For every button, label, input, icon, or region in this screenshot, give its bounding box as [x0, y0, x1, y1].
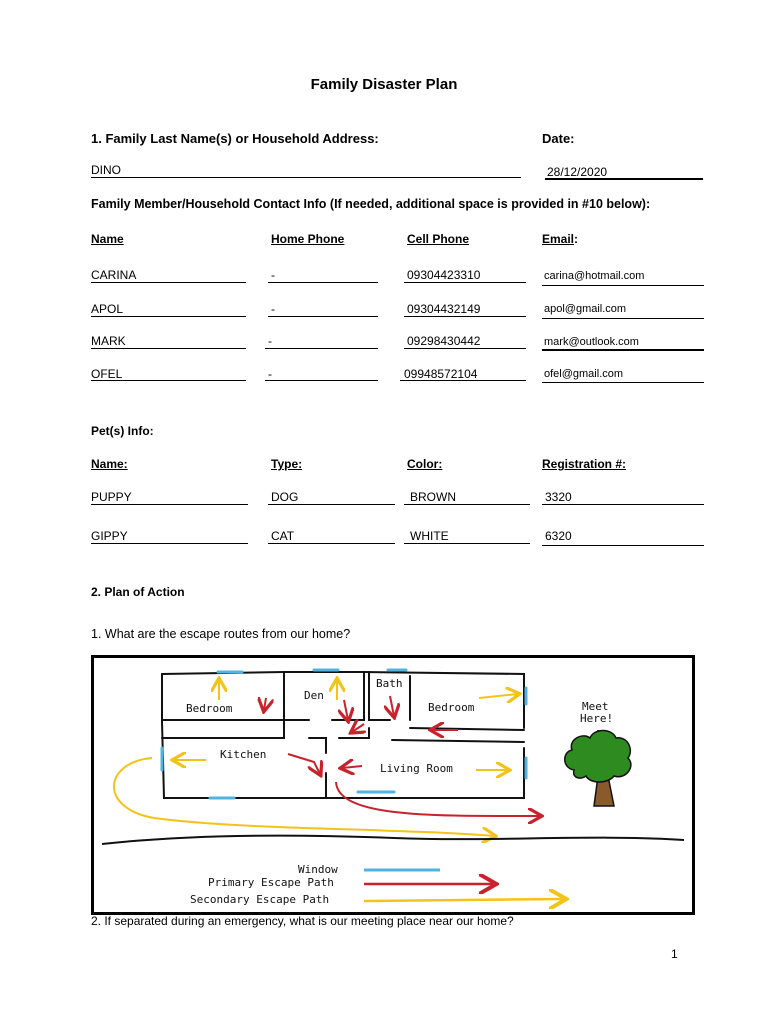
legend-secondary-label: Secondary Escape Path [190, 893, 330, 906]
contact-email[interactable]: mark@outlook.com [544, 336, 639, 348]
header-email-text: Email [542, 232, 575, 246]
room-label-kitchen: Kitchen [220, 748, 267, 761]
page-title: Family Disaster Plan [310, 76, 458, 93]
row-underline [91, 504, 248, 505]
row-underline [91, 348, 246, 349]
pet-color[interactable]: BROWN [410, 490, 456, 504]
floor-plan-svg [94, 658, 692, 912]
meet-here-line2: Here! [580, 712, 614, 725]
header-email-colon: : [574, 232, 579, 246]
row-underline [404, 504, 530, 505]
row-underline [265, 348, 378, 349]
header-name: Name [91, 232, 124, 246]
household-label: 1. Family Last Name(s) or Household Address: [91, 131, 379, 146]
contact-email[interactable]: apol@gmail.com [544, 303, 627, 315]
pet-header-type: Type: [271, 457, 303, 471]
pets-label: Pet(s) Info: [91, 424, 154, 438]
family-name-value[interactable]: DINO [91, 163, 121, 177]
row-underline [268, 316, 378, 317]
row-underline [404, 543, 530, 544]
family-name-underline [91, 177, 521, 178]
legend-secondary-swatch [364, 899, 564, 901]
row-underline [91, 543, 248, 544]
contact-cell[interactable]: 09304423310 [407, 268, 481, 282]
question-meeting-place: 2. If separated during an emergency, what is our meeting place near our home? [91, 914, 514, 928]
row-underline [542, 382, 704, 383]
date-label: Date: [542, 131, 575, 146]
row-underline [268, 504, 395, 505]
ground-line [102, 836, 684, 844]
escape-route-diagram [91, 655, 695, 915]
pet-name[interactable]: PUPPY [91, 490, 132, 504]
pet-header-registration: Registration #: [542, 457, 627, 471]
date-value[interactable]: 28/12/2020 [547, 165, 608, 179]
contact-home[interactable]: - [268, 334, 272, 348]
room-label-bath: Bath [376, 677, 403, 690]
row-underline [542, 318, 704, 319]
pet-type[interactable]: DOG [271, 490, 299, 504]
tree-icon [565, 731, 631, 807]
windows [162, 670, 526, 798]
contact-cell[interactable]: 09298430442 [407, 334, 481, 348]
row-underline [400, 380, 526, 381]
contact-home[interactable]: - [271, 268, 275, 282]
row-underline [542, 504, 704, 505]
pet-registration[interactable]: 6320 [545, 529, 572, 543]
pet-color[interactable]: WHITE [410, 529, 449, 543]
pet-name[interactable]: GIPPY [91, 529, 128, 543]
contact-cell[interactable]: 09948572104 [404, 367, 478, 381]
legend [190, 863, 564, 906]
row-underline [404, 348, 526, 349]
contact-home[interactable]: - [271, 302, 275, 316]
row-underline [91, 282, 246, 283]
plan-of-action-label: 2. Plan of Action [91, 585, 185, 599]
contact-email[interactable]: carina@hotmail.com [544, 270, 645, 282]
row-underline [404, 282, 526, 283]
room-label-living-room: Living Room [380, 762, 453, 775]
room-label-den: Den [304, 689, 324, 702]
row-underline [542, 349, 704, 351]
row-underline [542, 545, 704, 546]
contact-home[interactable]: - [268, 367, 272, 381]
row-underline [91, 316, 246, 317]
row-underline [268, 282, 378, 283]
row-underline [268, 543, 395, 544]
contact-name[interactable]: APOL [91, 302, 124, 316]
pet-registration[interactable]: 3320 [545, 490, 572, 504]
row-underline [404, 316, 526, 317]
contact-info-label: Family Member/Household Contact Info (If needed, additional space is provided in #10 below): [91, 197, 651, 211]
legend-primary-label: Primary Escape Path [208, 876, 334, 889]
date-underline [545, 178, 703, 180]
contact-name[interactable]: MARK [91, 334, 126, 348]
row-underline [265, 380, 378, 381]
contact-email[interactable]: ofel@gmail.com [544, 368, 624, 380]
page-number: 1 [671, 947, 678, 961]
pet-header-name: Name: [91, 457, 128, 471]
row-underline [542, 285, 704, 286]
question-escape-routes: 1. What are the escape routes from our home? [91, 627, 351, 641]
header-email [542, 232, 578, 246]
header-home-phone: Home Phone [271, 232, 345, 246]
pet-type[interactable]: CAT [271, 529, 295, 543]
meet-here-line1: Meet [582, 700, 609, 713]
room-label-bedroom-right: Bedroom [428, 701, 475, 714]
room-label-bedroom-left: Bedroom [186, 702, 233, 715]
header-cell-phone: Cell Phone [407, 232, 470, 246]
pet-header-color: Color: [407, 457, 443, 471]
contact-name[interactable]: OFEL [91, 367, 123, 381]
contact-cell[interactable]: 09304432149 [407, 302, 481, 316]
house-walls [162, 672, 524, 798]
row-underline [91, 380, 246, 381]
contact-name[interactable]: CARINA [91, 268, 137, 282]
legend-window-label: Window [298, 863, 338, 876]
